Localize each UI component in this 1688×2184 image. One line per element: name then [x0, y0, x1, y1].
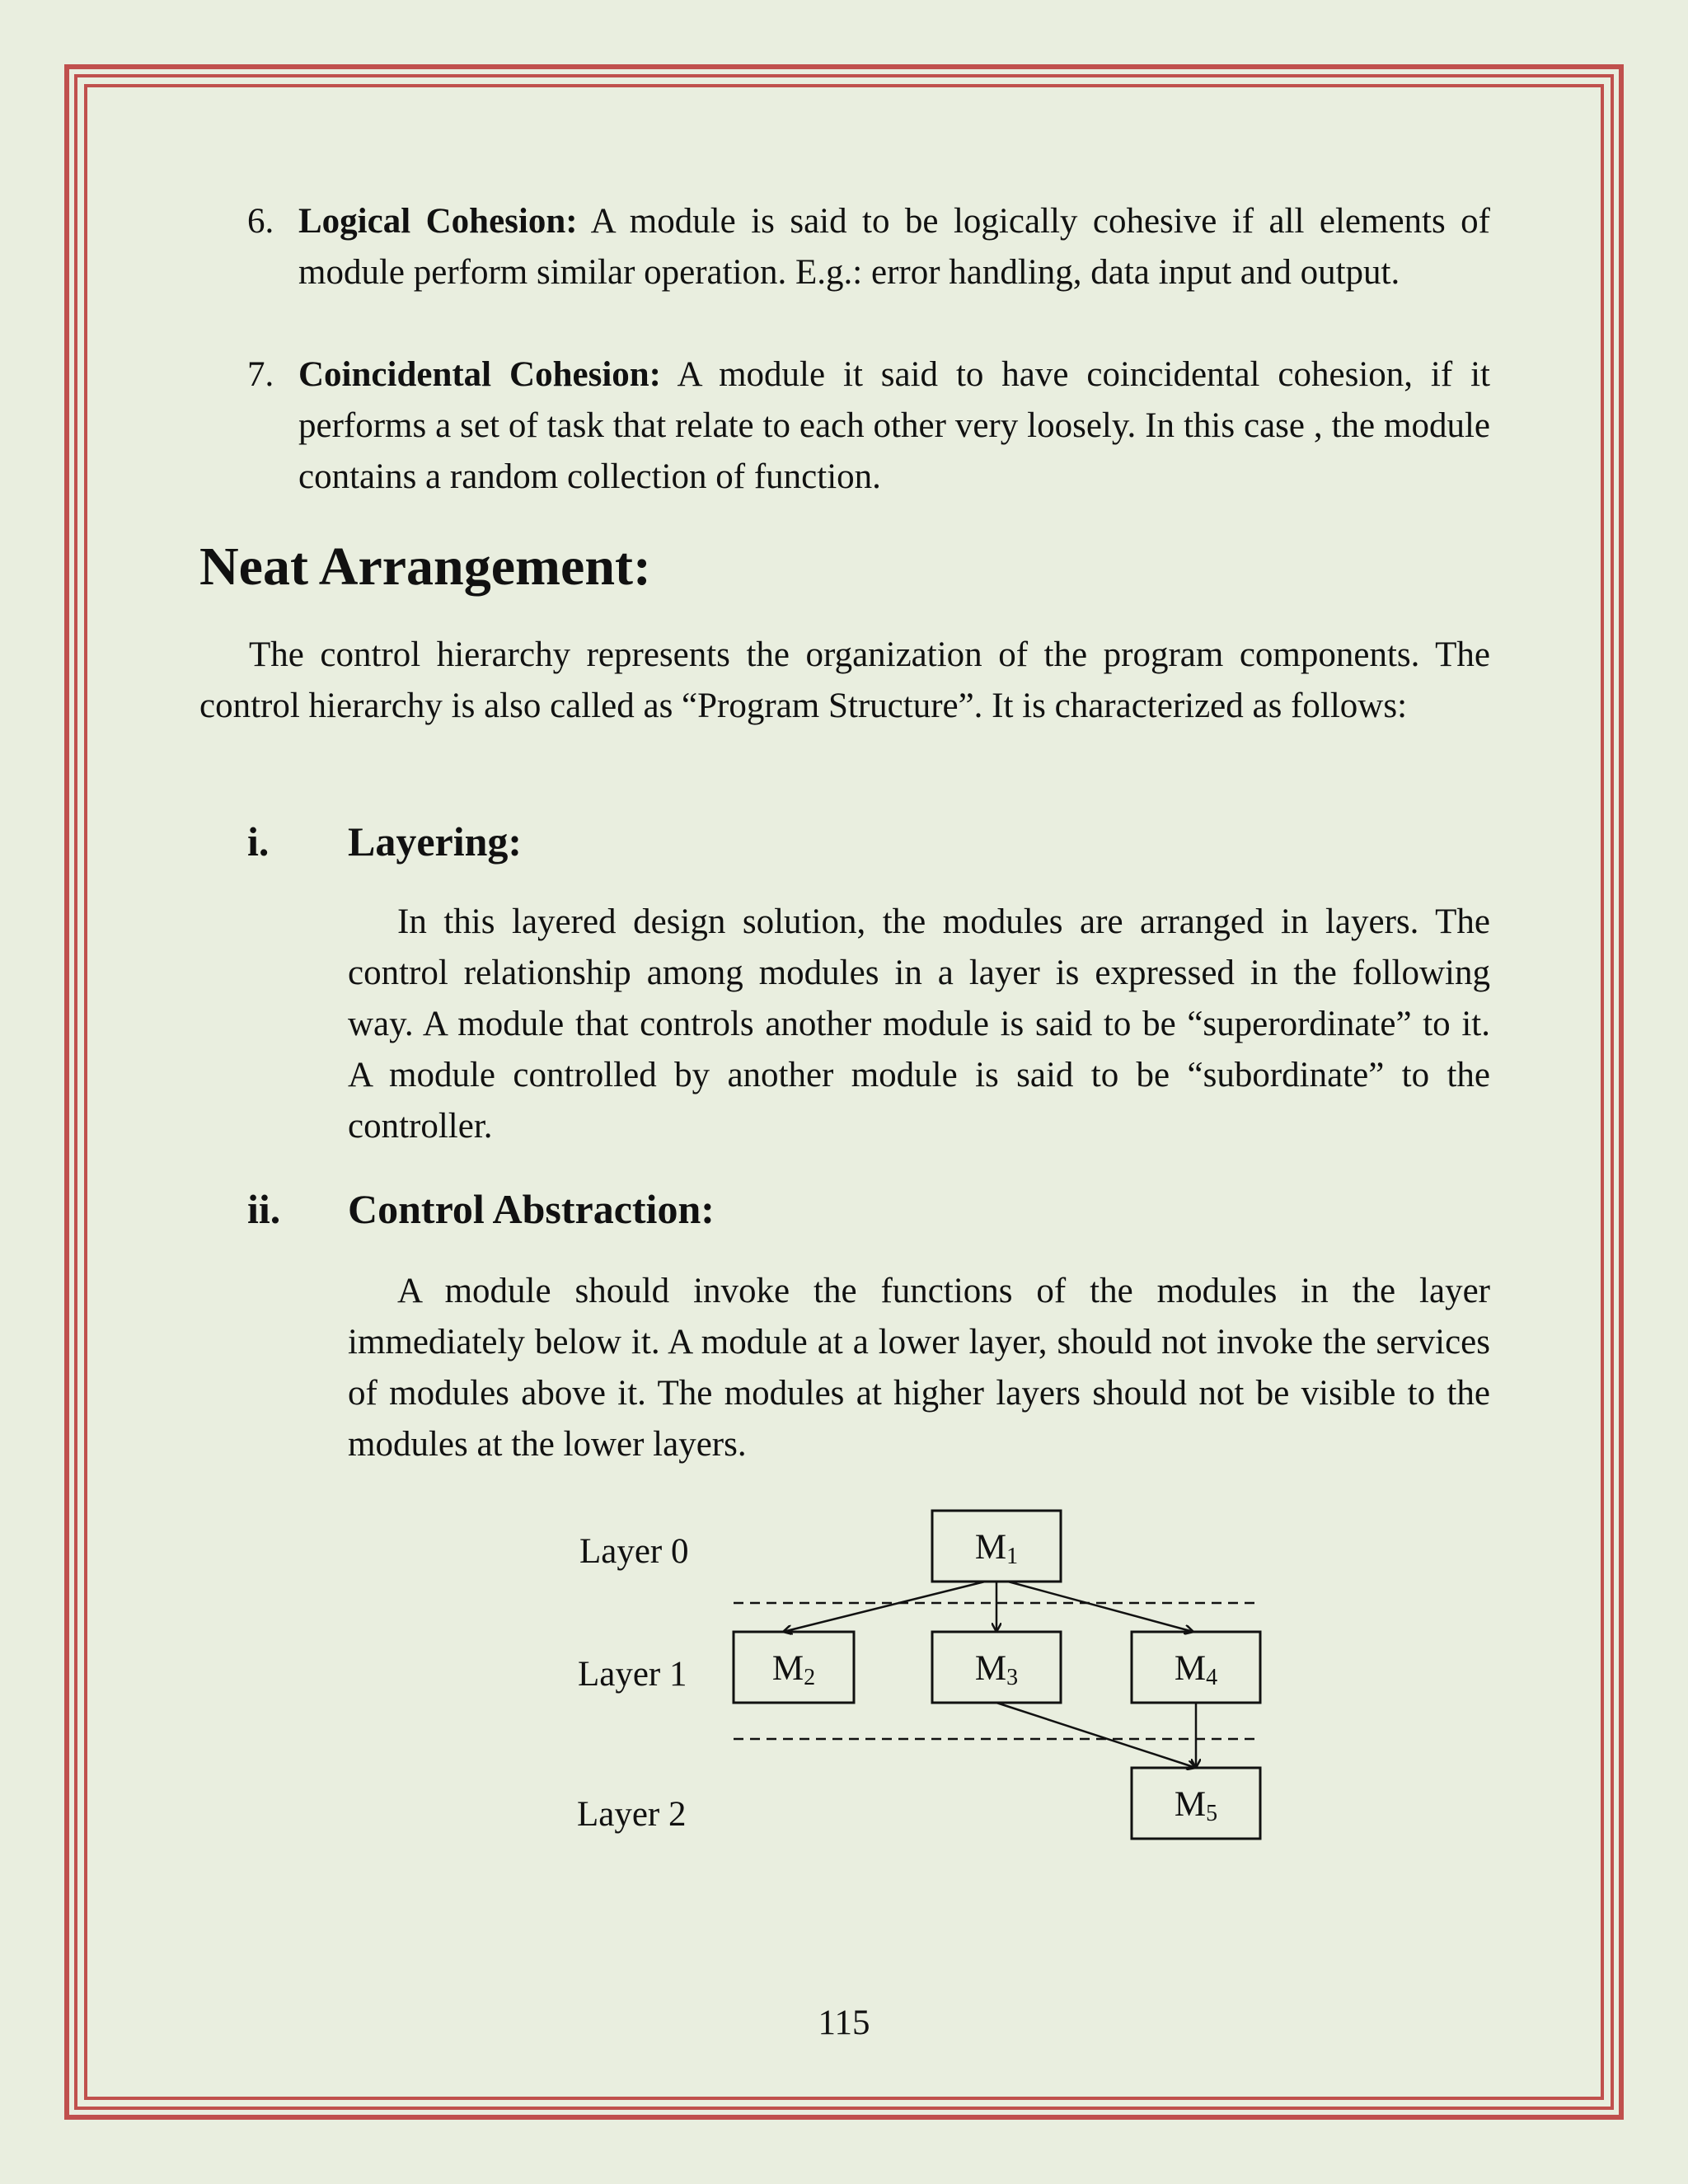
- module-subscript: 4: [1206, 1665, 1218, 1690]
- module-box-m2: [734, 1632, 854, 1703]
- layer-diagram-svg: [495, 1496, 1319, 1858]
- arrow-m1-m4: [1008, 1582, 1193, 1632]
- module-box-m1: [932, 1511, 1061, 1582]
- module-subscript: 3: [1006, 1665, 1019, 1690]
- subsection-title: Control Abstraction:: [348, 1186, 715, 1232]
- list-item-term: Coincidental Cohesion:: [298, 355, 661, 394]
- svg-text:M4: [1175, 1649, 1217, 1690]
- svg-text:M1: [975, 1528, 1018, 1569]
- module-box-m4: [1132, 1632, 1260, 1703]
- svg-text:M2: [772, 1649, 815, 1690]
- list-item-text: [298, 349, 1490, 503]
- page-number: 115: [818, 2004, 870, 2042]
- list-item-term: Logical Cohesion:: [298, 202, 578, 241]
- layer-diagram: [495, 1496, 1319, 1858]
- subsection-body-control-abstraction: A module should invoke the functions of the modules in the layer immediately below it. A module at a lower layer, should not invoke the services of modules above it. The modules at higher layers should not be visible to the modules at the lower layers.: [348, 1272, 1490, 1464]
- list-item-number: 7.: [247, 355, 274, 394]
- module-subscript: 1: [1006, 1544, 1019, 1569]
- subsection-body-layering: In this layered design solution, the modules are arranged in layers. The control relationship among modules in a layer is expressed in the following way. A module that controls another module is said to be “superordinate” to it. A module controlled by another module is said to be “subordinate” to the controller.: [348, 902, 1490, 1146]
- subsection-title: Layering:: [348, 818, 523, 865]
- module-label: M: [1174, 1785, 1207, 1824]
- module-box-m3: [932, 1632, 1061, 1703]
- list-item-body: A module it said to have coincidental cohesion, if it performs a set of task that relate to each other very loosely. In this case , the module contains a random collection of function.: [298, 355, 1490, 496]
- section-heading: Neat Arrangement:: [199, 537, 651, 597]
- arrow-m3-m5: [996, 1703, 1196, 1768]
- layer-label-0: Layer 0: [579, 1532, 689, 1571]
- layer-label-1: Layer 1: [578, 1655, 687, 1694]
- list-item-text: [298, 196, 1490, 298]
- arrow-m1-m2: [783, 1582, 985, 1632]
- module-subscript: 5: [1206, 1801, 1218, 1826]
- module-label: M: [974, 1649, 1007, 1688]
- subsection-number: i.: [247, 818, 270, 865]
- module-label: M: [1174, 1649, 1207, 1688]
- layer-label-2: Layer 2: [577, 1795, 687, 1834]
- list-item-number: 6.: [247, 202, 274, 241]
- subsection-number: ii.: [247, 1186, 281, 1232]
- module-box-m5: [1132, 1768, 1260, 1839]
- module-label: M: [974, 1528, 1007, 1567]
- svg-text:M5: [1175, 1785, 1217, 1826]
- svg-text:M3: [975, 1649, 1018, 1690]
- module-label: M: [771, 1649, 804, 1688]
- section-intro: The control hierarchy represents the organization of the program components. The control hierarchy is also called as “Program Structure”. It is characterized as follows:: [199, 635, 1490, 725]
- list-item-body: A module is said to be logically cohesive if all elements of module perform similar operation. E.g.: error handling, data input and output.: [298, 202, 1490, 292]
- module-subscript: 2: [804, 1665, 816, 1690]
